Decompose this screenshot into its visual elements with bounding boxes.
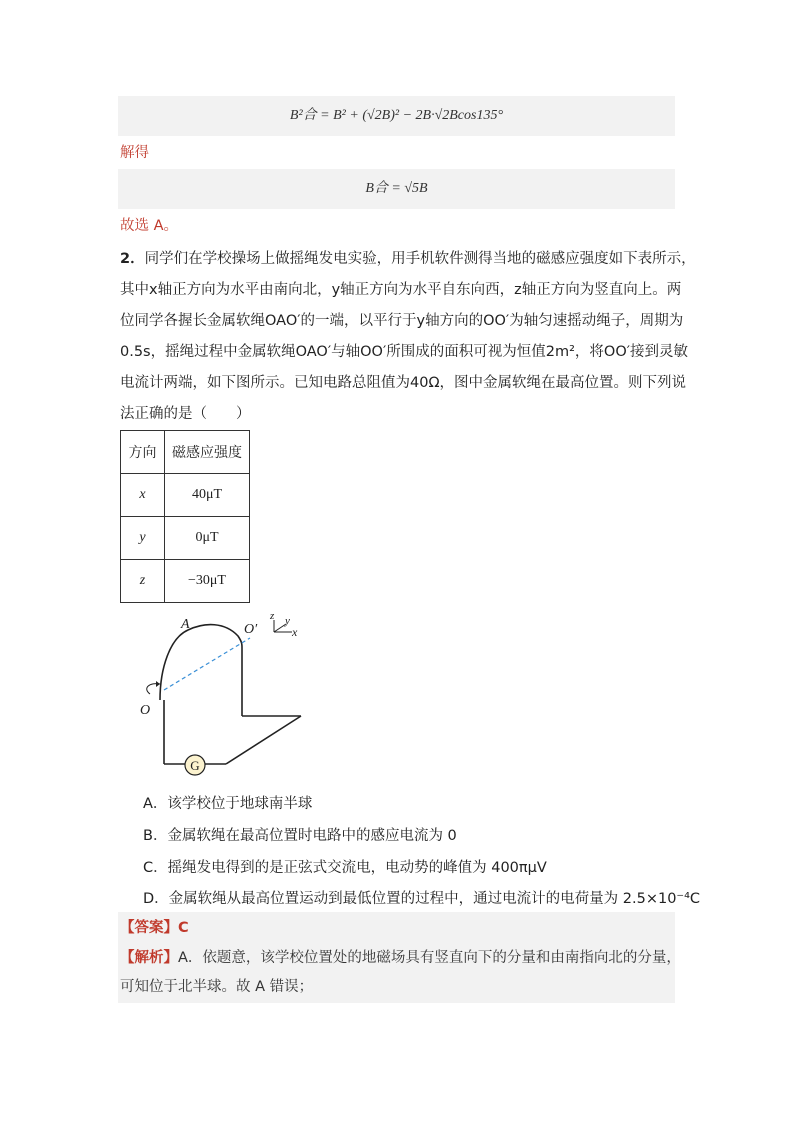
label-a: A xyxy=(181,617,190,632)
table-header-direction: 方向 xyxy=(121,431,165,474)
axis-z-label: z xyxy=(270,610,275,622)
metal-rope xyxy=(160,625,242,700)
table-row xyxy=(121,474,250,517)
answer-block xyxy=(118,912,681,1003)
question-line-1 xyxy=(120,244,696,275)
table-cell-strength: 40μT xyxy=(165,474,250,517)
solve-label: 解得 xyxy=(120,145,149,161)
arrowhead-icon xyxy=(156,681,160,687)
rope-circuit-diagram xyxy=(120,608,320,778)
formula-block-1 xyxy=(118,96,675,136)
answer-label: 【答案】 xyxy=(120,920,178,936)
table-cell-direction: x xyxy=(121,474,165,517)
analysis-label: 【解析】 xyxy=(120,950,178,966)
table-header-row xyxy=(121,431,250,474)
formula-law-of-cosines: B²合 = B² + (√2B)² − 2B·√2Bcos135° xyxy=(289,108,504,123)
rotation-axis xyxy=(164,638,250,690)
question-line-4: 0.5s，摇绳过程中金属软绳OAO′与轴OO′所围成的面积可视为恒值2m²，将OO′接到灵敏 xyxy=(120,344,689,360)
question-line-2: 其中x轴正方向为水平由南向北，y轴正方向为水平自东向西，z轴正方向为竖直向上。两 xyxy=(120,282,682,298)
answer-value: C xyxy=(178,920,189,936)
label-o: O xyxy=(140,703,151,718)
option-b: B．金属软绳在最高位置时电路中的感应电流为 0 xyxy=(143,828,457,844)
question-line-3: 位同学各握长金属软绳OAO′的一端，以平行于y轴方向的OO′为轴匀速摇动绳子，周期为 xyxy=(120,313,684,329)
table-header-strength: 磁感应强度 xyxy=(165,431,250,474)
question-text xyxy=(120,244,696,430)
analysis-line-2: 可知位于北半球。故 A 错误； xyxy=(120,979,314,995)
wire-diagonal xyxy=(226,716,301,764)
table-cell-direction: y xyxy=(121,517,165,560)
question-line-5: 电流计两端，如下图所示。已知电路总阻值为40Ω，图中金属软绳在最高位置。则下列说 xyxy=(120,375,687,391)
option-a: A．该学校位于地球南半球 xyxy=(143,796,313,812)
answer-line xyxy=(120,918,189,938)
table-cell-strength: −30μT xyxy=(165,560,250,603)
option-d: D．金属软绳从最高位置运动到最低位置的过程中，通过电流计的电荷量为 2.5×10⁻⁴C xyxy=(143,891,701,907)
formula-block-2 xyxy=(118,169,675,209)
formula-result: B合 = √5B xyxy=(365,181,428,196)
axis-x-label: x xyxy=(292,625,298,639)
question-line-1-text: 同学们在学校操场上做摇绳发电实验，用手机软件测得当地的磁感应强度如下表所示， xyxy=(144,251,696,267)
question-line-6: 法正确的是（ ） xyxy=(120,406,251,422)
table-row xyxy=(121,517,250,560)
magnetic-field-table xyxy=(120,430,250,603)
table-row xyxy=(121,560,250,603)
table-cell-strength: 0μT xyxy=(165,517,250,560)
question-number: 2． xyxy=(120,251,145,267)
table-cell-direction: z xyxy=(121,560,165,603)
choose-answer: 故选 A。 xyxy=(120,218,179,234)
analysis-text-1: A．依题意，该学校位置处的地磁场具有竖直向下的分量和由南指向北的分量， xyxy=(178,950,681,966)
axis-y-label: y xyxy=(285,615,290,627)
label-g: G xyxy=(190,758,200,773)
label-o-prime: O′ xyxy=(244,622,258,637)
option-c: C．摇绳发电得到的是正弦式交流电，电动势的峰值为 400πμV xyxy=(143,860,547,876)
analysis-line-1 xyxy=(120,948,681,968)
